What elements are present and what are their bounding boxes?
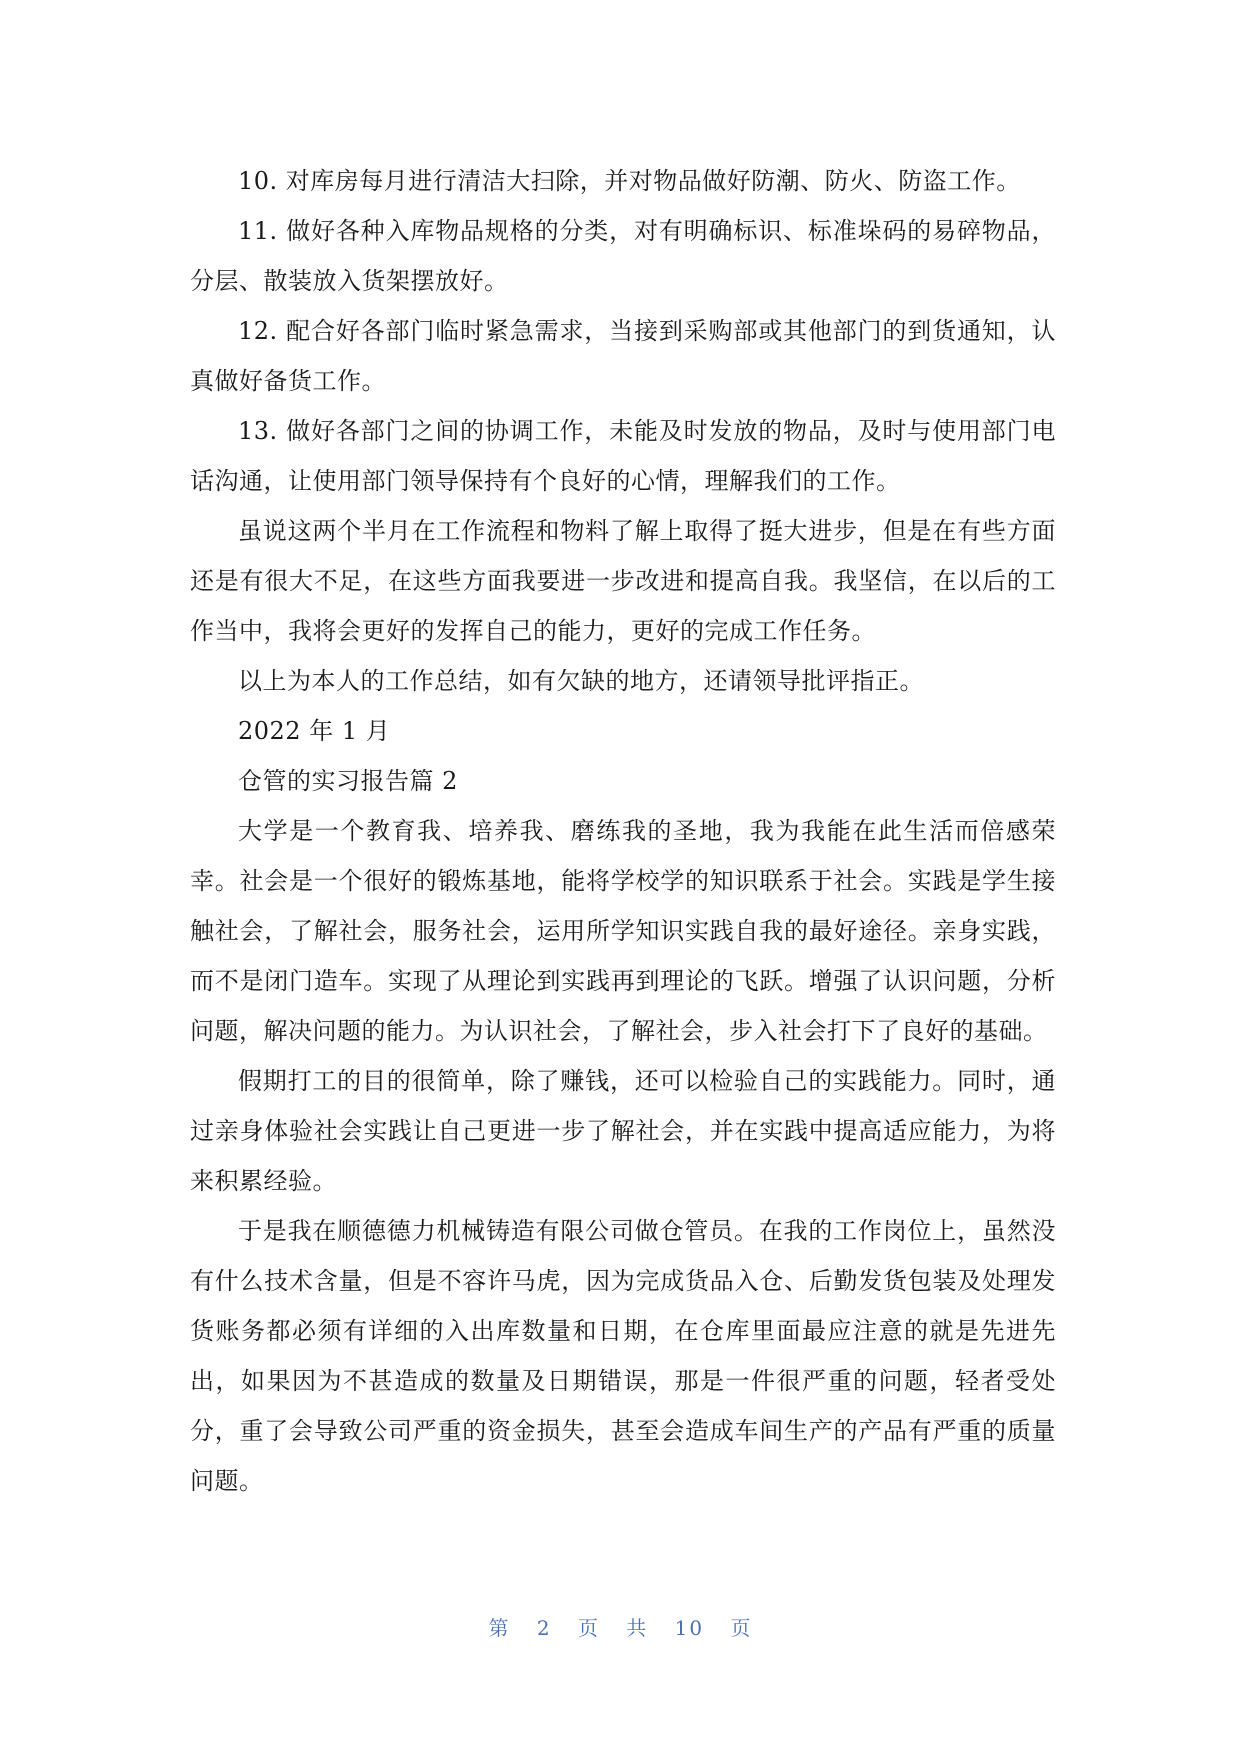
- paragraph-closing: 以上为本人的工作总结，如有欠缺的地方，还请领导批评指正。: [238, 667, 924, 695]
- paragraph-holiday-work: 假期打工的目的很简单，除了赚钱，还可以检验自己的实践能力。同时，通过亲身体验社会实践让自己更进一步了解社会，并在实践中提高适应能力，为将来积累经验。: [190, 1067, 1056, 1195]
- paragraph-warehouse-job: 于是我在顺德德力机械铸造有限公司做仓管员。在我的工作岗位上，虽然没有什么技术含量，但是不容许马虎，因为完成货品入仓、后勤发货包装及处理发货账务都必须有详细的入出库数量和日期，在仓库里面最应注意的就是先进先出，如果因为不甚造成的数量及日期错误，那是一件很严重的问题，轻者受处分，重了会导致公司严重的资金损失，甚至会造成车间生产的产品有严重的质量问题。: [190, 1217, 1056, 1495]
- paragraph-item-11: 11. 做好各种入库物品规格的分类，对有明确标识、标准垛码的易碎物品，分层、散装放入货架摆放好。: [190, 217, 1056, 295]
- paragraph-progress-summary: 虽说这两个半月在工作流程和物料了解上取得了挺大进步，但是在有些方面还是有很大不足，在这些方面我要进一步改进和提高自我。我坚信，在以后的工作当中，我将会更好的发挥自己的能力，更好的完成工作任务。: [190, 517, 1056, 645]
- date-line: 2022 年 1 月: [238, 717, 391, 745]
- document-body: [190, 156, 1056, 1506]
- paragraph-item-12: 12. 配合好各部门临时紧急需求，当接到采购部或其他部门的到货通知，认真做好备货工作。: [190, 317, 1056, 395]
- section-title: 仓管的实习报告篇 2: [238, 767, 458, 795]
- paragraph-university: 大学是一个教育我、培养我、磨练我的圣地，我为我能在此生活而倍感荣幸。社会是一个很好的锻炼基地，能将学校学的知识联系于社会。实践是学生接触社会，了解社会，服务社会，运用所学知识实践自我的最好途径。亲身实践，而不是闭门造车。实现了从理论到实践再到理论的飞跃。增强了认识问题，分析问题，解决问题的能力。为认识社会，了解社会，步入社会打下了良好的基础。: [190, 817, 1056, 1045]
- paragraph-item-10: 10. 对库房每月进行清洁大扫除，并对物品做好防潮、防火、防盗工作。: [238, 167, 1021, 195]
- paragraph-item-13: 13. 做好各部门之间的协调工作，未能及时发放的物品，及时与使用部门电话沟通，让使用部门领导保持有个良好的心情，理解我们的工作。: [190, 417, 1056, 495]
- page-number-footer: 第 2 页 共 10 页: [488, 1616, 753, 1640]
